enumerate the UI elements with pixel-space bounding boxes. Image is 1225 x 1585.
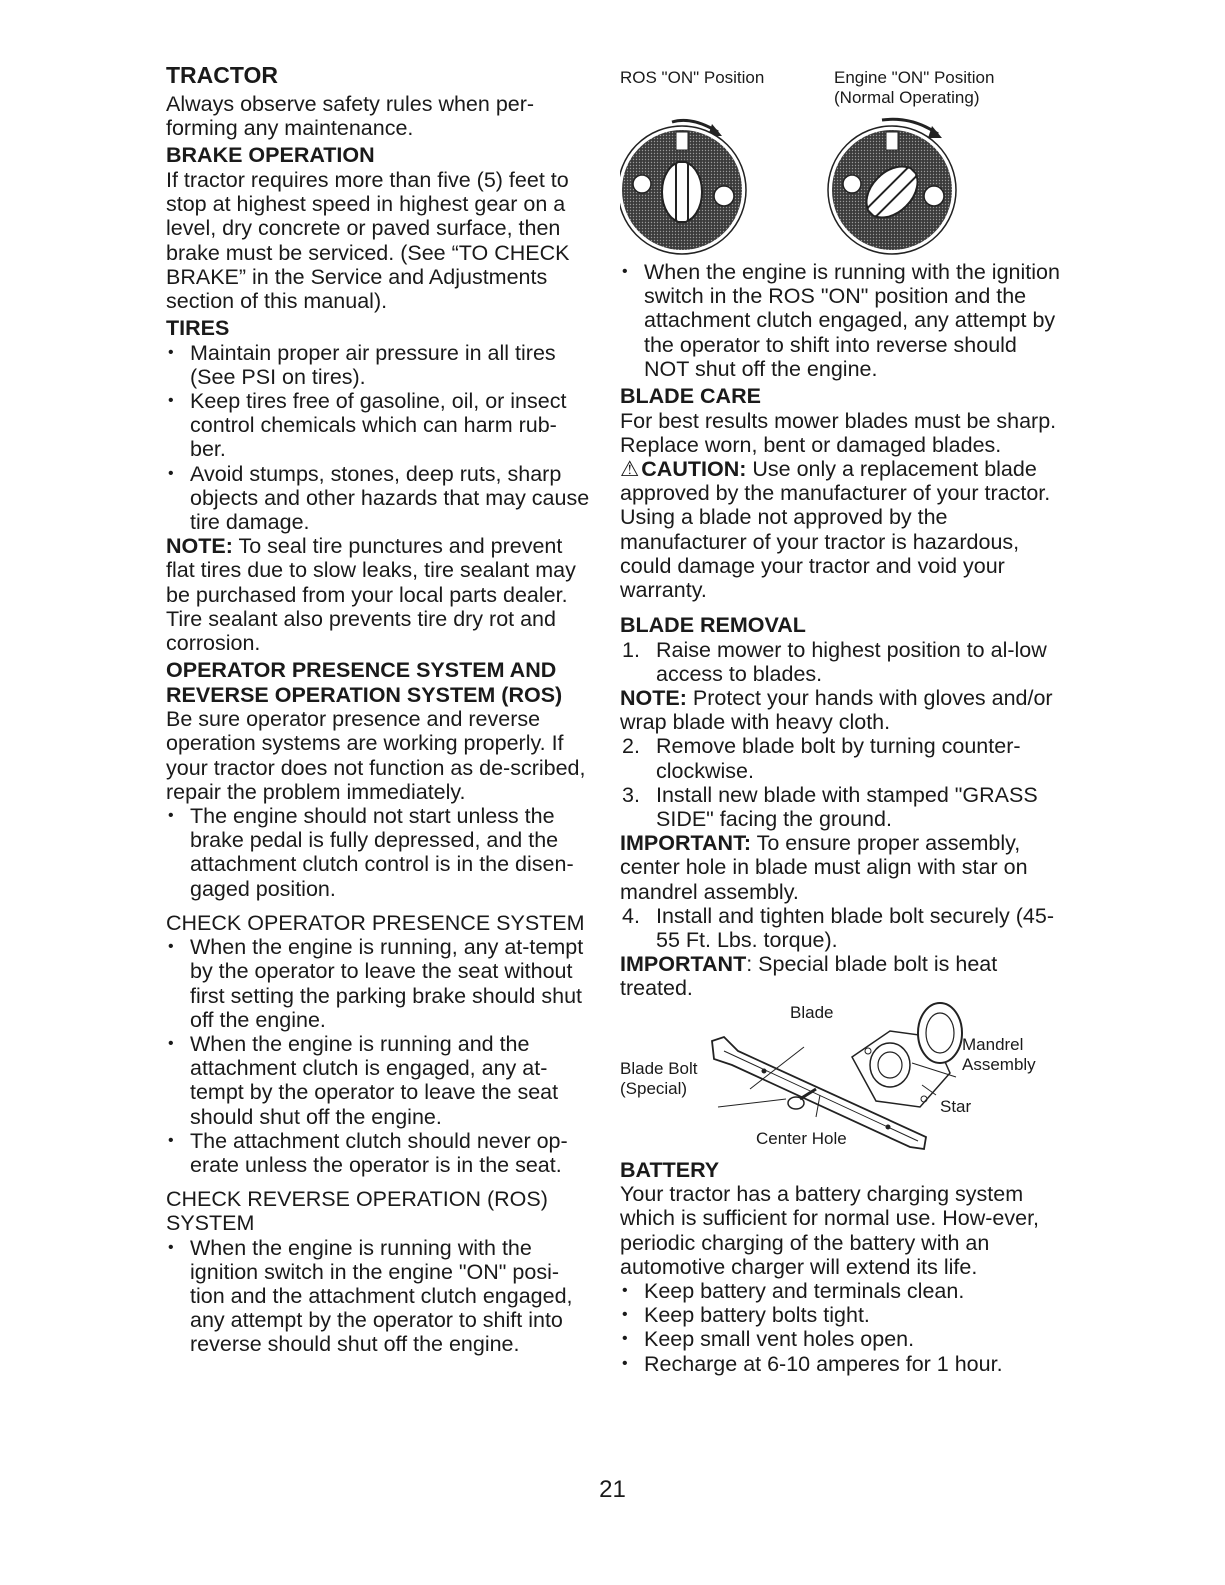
list-item: • Recharge at 6-10 amperes for 1 hour.: [620, 1352, 1060, 1376]
list-item: • When the engine is running with the ignition switch in the engine "ON" posi-tion and the attachment clutch engaged, any attempt by the operator to shift into reverse should shut off the engine.: [166, 1236, 591, 1357]
mandrel-assembly-icon: [852, 1003, 962, 1107]
engine-caption: [834, 68, 994, 108]
note-text: Protect your hands with gloves and/or wrap blade with heavy cloth.: [620, 686, 1053, 735]
note-label: NOTE:: [620, 686, 687, 711]
important-text: : Special blade bolt is heat treated.: [620, 952, 998, 1001]
check-ops-heading: CHECK OPERATOR PRESENCE SYSTEM: [166, 910, 585, 935]
list-item: • The engine should not start unless the brake pedal is fully depressed, and the attachment clutch control is in the disen-gaged position.: [166, 804, 591, 901]
step-item: 1. Raise mower to highest position to al-low access to blades.: [622, 637, 1047, 686]
engine-caption-line2: (Normal Operating): [834, 88, 980, 107]
check-ros-heading: CHECK REVERSE OPERATION (ROS) SYSTEM: [166, 1187, 548, 1236]
engine-on-dial-icon: [828, 119, 956, 254]
intro-text: Always observe safety rules when per-forming any maintenance.: [166, 92, 535, 141]
list-item: • Keep tires free of gasoline, oil, or insect control chemicals which can harm rub-ber.: [166, 389, 591, 462]
ros-list: [620, 260, 1060, 381]
check-ops-list: [166, 935, 591, 1177]
note-text: To seal tire punctures and prevent flat tires due to slow leaks, tire sealant may be purchased from your local parts dealer. Tire sealant also prevents tire dry rot and corrosion.: [166, 534, 576, 656]
caution-paragraph: [620, 457, 1060, 602]
list-item: • Keep battery bolts tight.: [620, 1303, 1060, 1327]
list-item: • When the engine is running and the attachment clutch is engaged, any at-tempt by the operator to leave the seat should shut off the engine.: [166, 1032, 591, 1129]
ops-heading: OPERATOR PRESENCE SYSTEM AND REVERSE OPERATION SYSTEM (ROS): [166, 658, 563, 707]
right-column: [620, 62, 1060, 1376]
brake-heading: BRAKE OPERATION: [166, 143, 375, 168]
star-label: Star: [940, 1096, 972, 1116]
ops-list: [166, 804, 591, 901]
blade-bolt-label: Blade Bolt (Special): [620, 1058, 698, 1098]
brake-text: If tractor requires more than five (5) feet to stop at highest speed in highest gear on a level, dry concrete or paved surface, then brake must be serviced. (See “TO CHECK BRAKE” in the Service and Adjustments section of this manual).: [166, 167, 570, 313]
blade-label: Blade: [790, 1002, 834, 1022]
ros-caption: ROS "ON" Position: [620, 68, 765, 87]
blade-note: [620, 686, 1060, 734]
caution-label: CAUTION:: [641, 456, 747, 481]
section-title: TRACTOR: [166, 62, 279, 88]
warning-icon: ⚠: [620, 456, 640, 481]
check-ros-list: [166, 1236, 591, 1357]
ops-text: Be sure operator presence and reverse operation systems are working properly. If your tractor does not function as de-scribed, repair the problem immediately.: [166, 707, 586, 804]
mandrel-label: Mandrel Assembly: [962, 1034, 1036, 1074]
list-item: • Maintain proper air pressure in all tires (See PSI on tires).: [166, 341, 591, 389]
note-label: NOTE:: [166, 534, 233, 559]
list-item: • Keep small vent holes open.: [620, 1327, 1060, 1351]
center-hole-label: Center Hole: [756, 1128, 847, 1148]
tires-list: [166, 341, 591, 535]
blade-diagram: [620, 999, 1060, 1155]
blade-care-text: For best results mower blades must be sharp. Replace worn, bent or damaged blades.: [620, 408, 1057, 457]
battery-list: [620, 1279, 1060, 1376]
step-item: 2. Remove blade bolt by turning counter-clockwise.: [622, 734, 1021, 783]
important-label: IMPORTANT:: [620, 831, 751, 856]
important-label: IMPORTANT: [620, 952, 747, 977]
list-item: • When the engine is running, any at-tempt by the operator to leave the seat without first setting the parking brake should shut off the engine.: [166, 935, 591, 1032]
steps-1: [620, 638, 1060, 686]
page-number: 21: [599, 1476, 626, 1503]
step-item: 4. Install and tighten blade bolt securely (45-55 Ft. Lbs. torque).: [622, 903, 1054, 953]
battery-text: Your tractor has a battery charging system which is sufficient for normal use. How-ever, periodic charging of the battery with an automotive charger will extend its life.: [620, 1182, 1040, 1279]
list-item: • Avoid stumps, stones, deep ruts, sharp objects and other hazards that may cause tire damage.: [166, 462, 591, 535]
list-item: • Keep battery and terminals clean.: [620, 1279, 1060, 1303]
blade-care-heading: BLADE CARE: [620, 384, 761, 409]
list-item: • The attachment clutch should never op-erate unless the operator is in the seat.: [166, 1129, 591, 1177]
battery-heading: BATTERY: [620, 1157, 720, 1182]
ignition-captions: [620, 62, 1060, 110]
blade-removal-heading: BLADE REMOVAL: [620, 613, 806, 638]
list-item: • When the engine is running with the ignition switch in the ROS "ON" position and the attachment clutch engaged, any attempt by the operator to shift into reverse should NOT shut off the engine.: [620, 260, 1060, 381]
ignition-switch-figures: [620, 110, 1060, 260]
tires-note: [166, 534, 591, 655]
step-item: 3. Install new blade with stamped "GRASS SIDE" facing the ground.: [622, 782, 1038, 832]
ros-on-dial-icon: [620, 120, 746, 254]
steps-2: [620, 734, 1060, 831]
caution-text: Use only a replacement blade approved by the manufacturer of your tractor. Using a blade not approved by the manufacturer of your tractor is hazardous, could damage your tractor and void your warranty.: [620, 456, 1051, 602]
important-1: [620, 831, 1060, 904]
steps-3: [620, 904, 1060, 952]
left-column: [166, 62, 591, 1357]
ignition-switch-illustration: [620, 110, 1060, 260]
important-text: To ensure proper assembly, center hole in blade must align with star on mandrel assembly.: [620, 831, 1028, 904]
tires-heading: TIRES: [166, 316, 230, 341]
important-2: [620, 952, 1060, 1000]
engine-caption-line1: Engine "ON" Position: [834, 68, 995, 87]
